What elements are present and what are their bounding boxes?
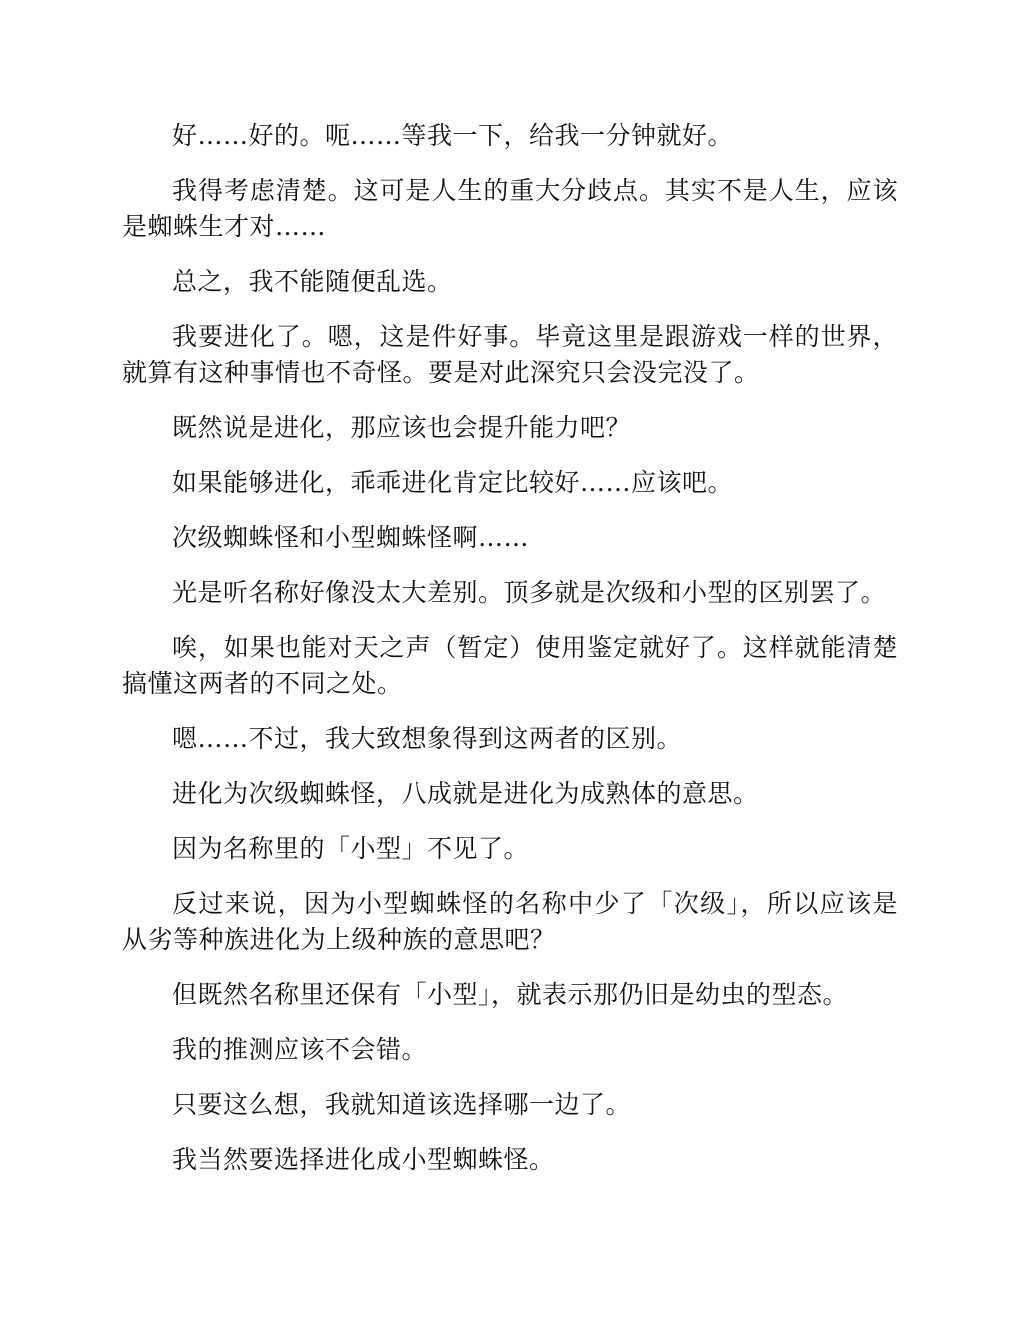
paragraph-2: 我得考虑清楚。这可是人生的重大分歧点。其实不是人生，应该是蜘蛛生才对……	[122, 176, 898, 241]
paragraph-4: 我要进化了。嗯，这是件好事。毕竟这里是跟游戏一样的世界，就算有这种事情也不奇怪。要是对此深究只会没完没了。	[122, 322, 898, 387]
paragraph-9: 唉，如果也能对天之声（暂定）使用鉴定就好了。这样就能清楚搞懂这两者的不同之处。	[122, 633, 898, 698]
paragraph-12: 因为名称里的「小型」不见了。	[172, 834, 530, 863]
paragraph-6: 如果能够进化，乖乖进化肯定比较好……应该吧。	[172, 468, 734, 497]
paragraph-17: 我当然要选择进化成小型蜘蛛怪。	[172, 1145, 555, 1174]
paragraph-10: 嗯……不过，我大致想象得到这两者的区别。	[172, 724, 683, 753]
paragraph-13: 反过来说，因为小型蜘蛛怪的名称中少了「次级」，所以应该是从劣等种族进化为上级种族的意思吧？	[122, 889, 898, 954]
paragraph-3: 总之，我不能随便乱选。	[172, 267, 453, 296]
paragraph-8: 光是听名称好像没太大差别。顶多就是次级和小型的区别罢了。	[172, 578, 887, 607]
paragraph-11: 进化为次级蜘蛛怪，八成就是进化为成熟体的意思。	[172, 779, 759, 808]
paragraph-14: 但既然名称里还保有「小型」，就表示那仍旧是幼虫的型态。	[172, 980, 849, 1009]
paragraph-1: 好……好的。呃……等我一下，给我一分钟就好。	[172, 121, 734, 150]
paragraph-5: 既然说是进化，那应该也会提升能力吧？	[172, 413, 632, 442]
paragraph-7: 次级蜘蛛怪和小型蜘蛛怪啊……	[172, 523, 530, 552]
paragraph-16: 只要这么想，我就知道该选择哪一边了。	[172, 1090, 632, 1119]
paragraph-15: 我的推测应该不会错。	[172, 1035, 428, 1064]
text-body	[122, 118, 898, 1197]
